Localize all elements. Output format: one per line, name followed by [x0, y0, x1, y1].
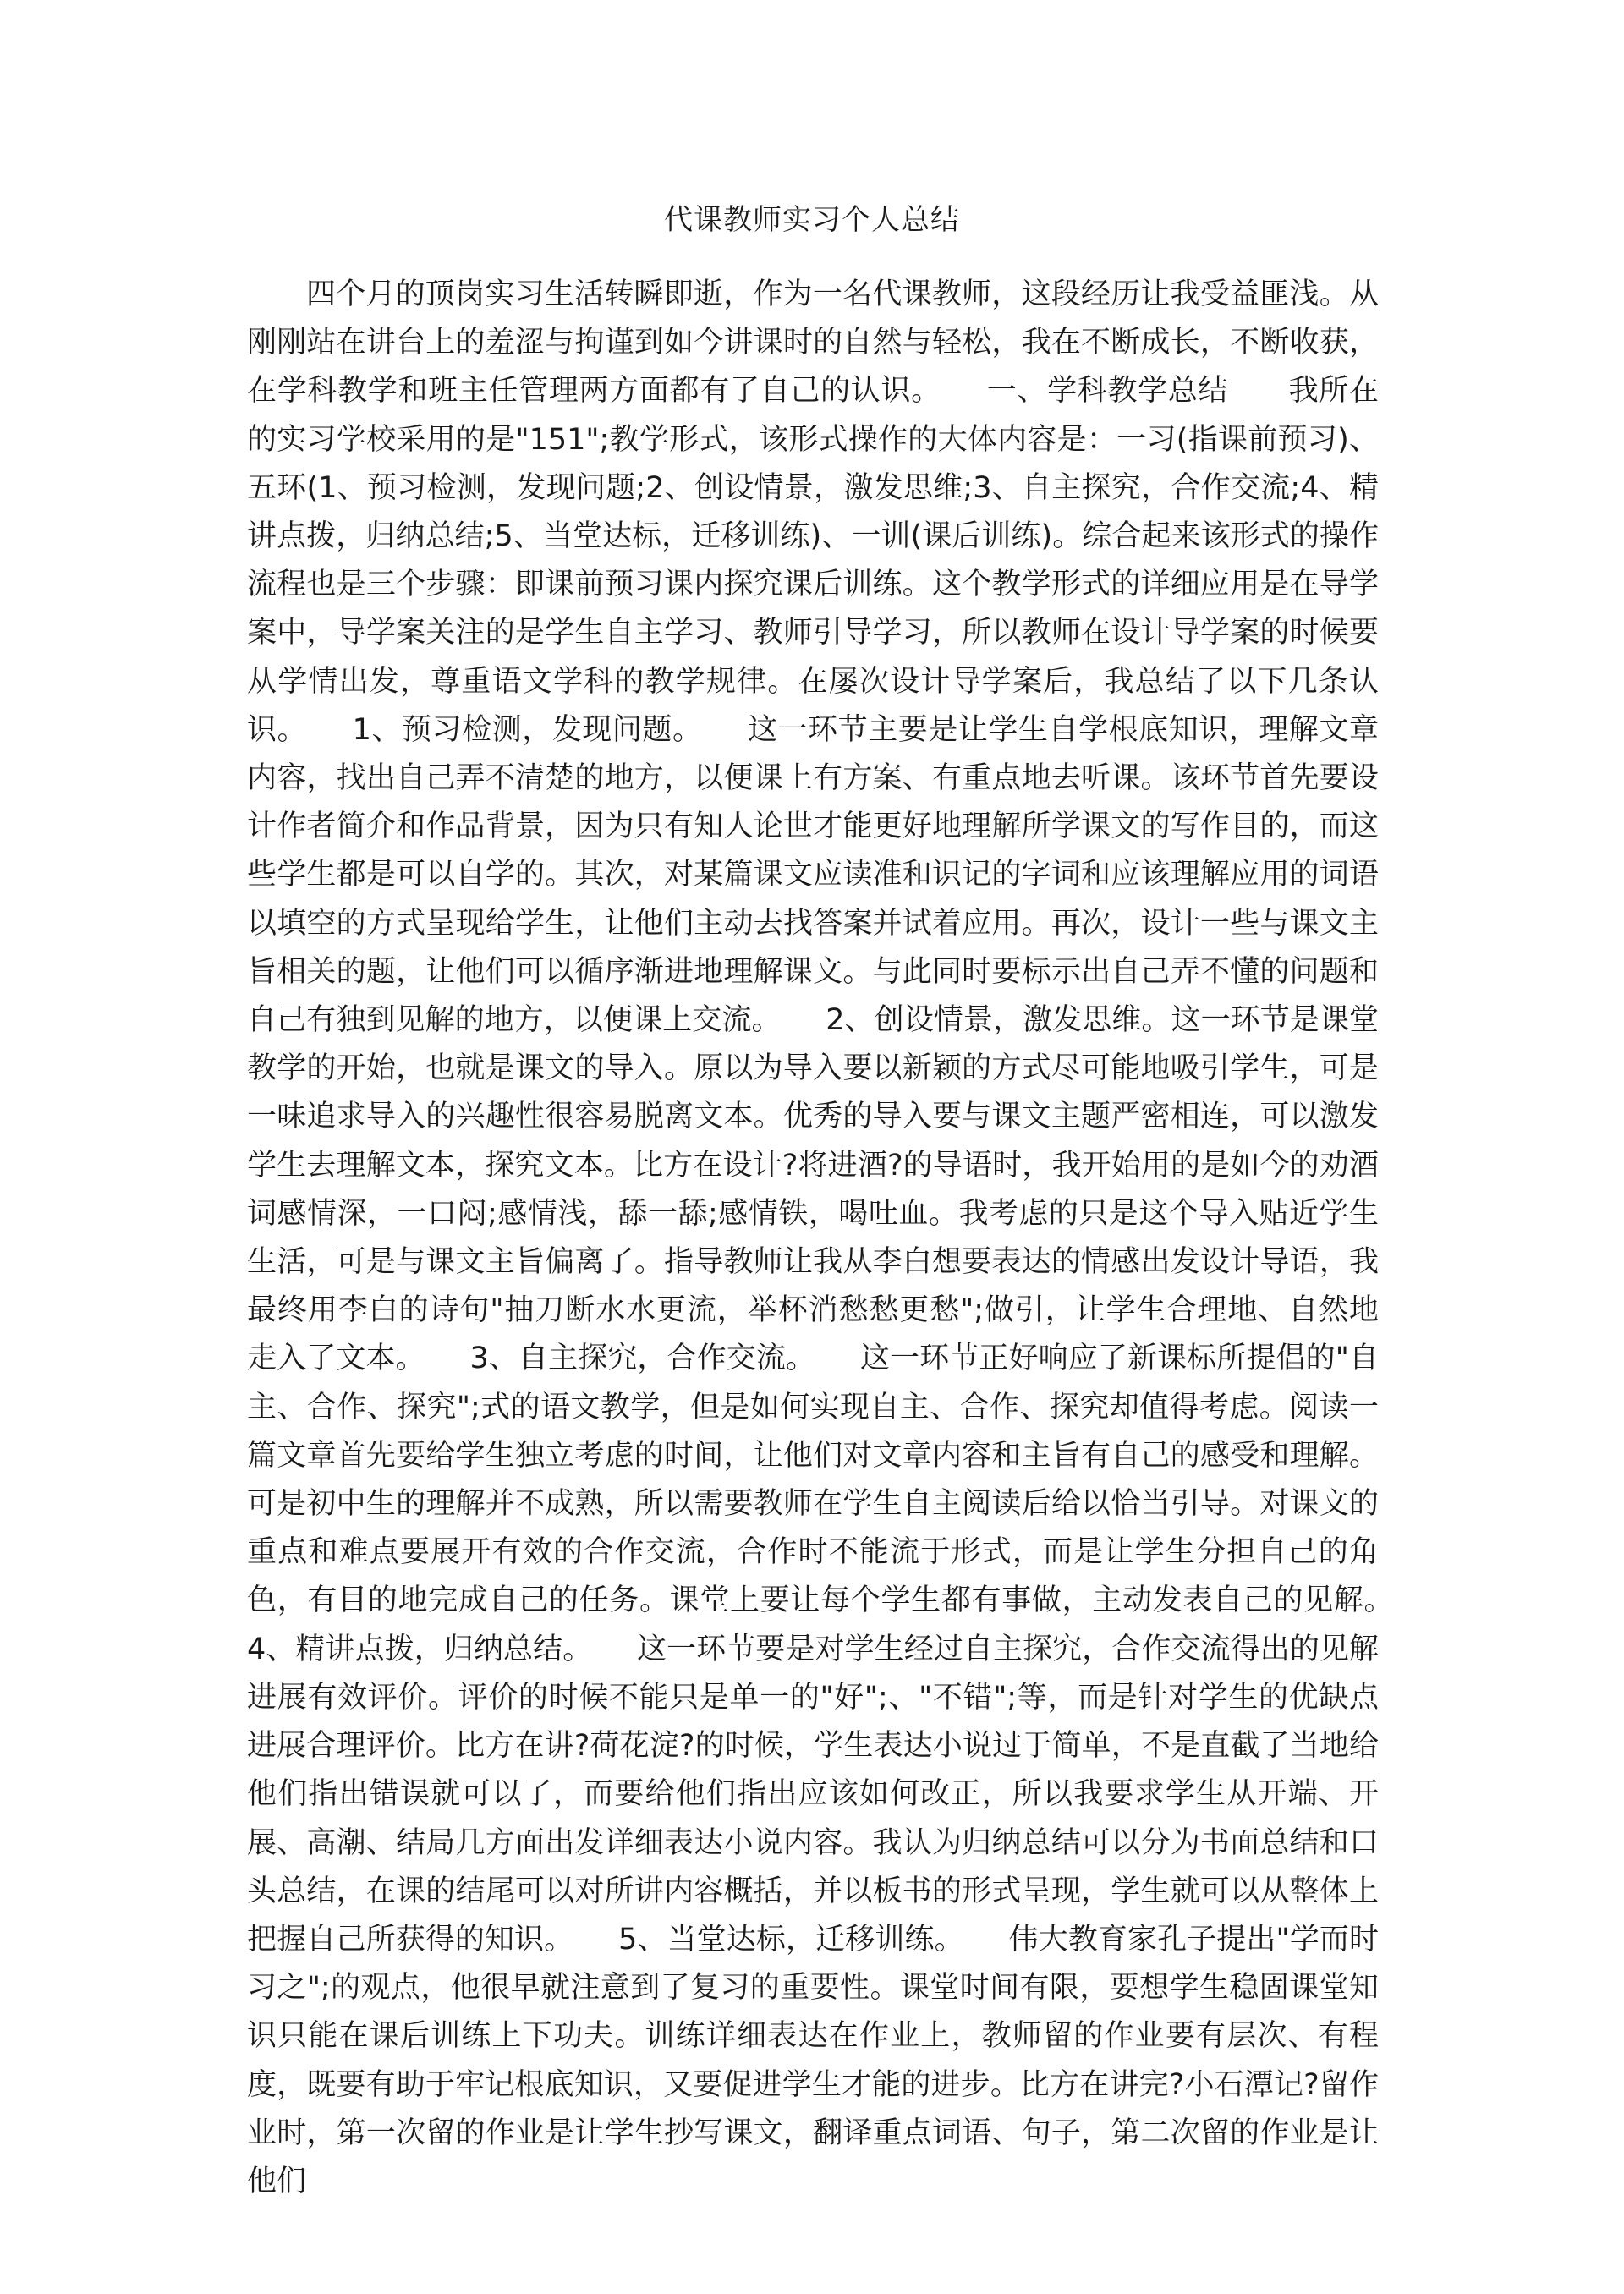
document-title: 代课教师实习个人总结	[664, 203, 960, 237]
document-body: 四个月的顶岗实习生活转瞬即逝，作为一名代课教师，这段经历让我受益匪浅。从刚刚站在讲台上的羞涩与拘谨到如今讲课时的自然与轻松，我在不断成长，不断收获，在学科教学和班主任管理两方面都有了自己的认识。 一、学科教学总结 我所在的实习学校采用的是"151";教学形式，该形式操作的大体内容是：一习(指课前预习)、五环(1、预习检测，发现问题;2、创设情景，激发思维;3、自主探究，合作交流;4、精讲点拨，归纳总结;5、当堂达标，迁移训练)、一训(课后训练)。综合起来该形式的操作流程也是三个步骤：即课前预习课内探究课后训练。这个教学形式的详细应用是在导学案中，导学案关注的是学生自主学习、教师引导学习，所以教师在设计导学案的时候要从学情出发，尊重语文学科的教学规律。在屡次设计导学案后，我总结了以下几条认识。 1、预习检测，发现问题。 这一环节主要是让学生自学根底知识，理解文章内容，找出自己弄不清楚的地方，以便课上有方案、有重点地去听课。该环节首先要设计作者简介和作品背景，因为只有知人论世才能更好地理解所学课文的写作目的，而这些学生都是可以自学的。其次，对某篇课文应读准和识记的字词和应该理解应用的词语以填空的方式呈现给学生，让他们主动去找答案并试着应用。再次，设计一些与课文主旨相关的题，让他们可以循序渐进地理解课文。与此同时要标示出自己弄不懂的问题和自己有独到见解的地方，以便课上交流。 2、创设情景，激发思维。这一环节是课堂教学的开始，也就是课文的导入。原以为导入要以新颖的方式尽可能地吸引学生，可是一味追求导入的兴趣性很容易脱离文本。优秀的导入要与课文主题严密相连，可以激发学生去理解文本，探究文本。比方在设计?将进酒?的导语时，我开始用的是如今的劝酒词感情深，一口闷;感情浅，舔一舔;感情铁，喝吐血。我考虑的只是这个导入贴近学生生活，可是与课文主旨偏离了。指导教师让我从李白想要表达的情感出发设计导语，我最终用李白的诗句"抽刀断水水更流，举杯消愁愁更愁";做引，让学生合理地、自然地走入了文本。 3、自主探究，合作交流。 这一环节正好响应了新课标所提倡的"自主、合作、探究";式的语文教学，但是如何实现自主、合作、探究却值得考虑。阅读一篇文章首先要给学生独立考虑的时间，让他们对文章内容和主旨有自己的感受和理解。可是初中生的理解并不成熟，所以需要教师在学生自主阅读后给以恰当引导。对课文的重点和难点要展开有效的合作交流，合作时不能流于形式，而是让学生分担自己的角色，有目的地完成自己的任务。课堂上要让每个学生都有事做，主动发表自己的见解。 4、精讲点拨，归纳总结。 这一环节要是对学生经过自主探究，合作交流得出的见解进展有效评价。评价的时候不能只是单一的"好";、"不错";等，而是针对学生的优缺点进展合理评价。比方在讲?荷花淀?的时候，学生表达小说过于简单，不是直截了当地给他们指出错误就可以了，而要给他们指出应该如何改正，所以我要求学生从开端、开展、高潮、结局几方面出发详细表达小说内容。我认为归纳总结可以分为书面总结和口头总结，在课的结尾可以对所讲内容概括，并以板书的形式呈现，学生就可以从整体上把握自己所获得的知识。 5、当堂达标，迁移训练。 伟大教育家孔子提出"学而时习之";的观点，他很早就注意到了复习的重要性。课堂时间有限，要想学生稳固课堂知识只能在课后训练上下功夫。训练详细表达在作业上，教师留的作业要有层次、有程度，既要有助于牢记根底知识，又要促进学生才能的进步。比方在讲完?小石潭记?留作业时，第一次留的作业是让学生抄写课文，翻译重点词语、句子，第二次留的作业是让他们	[247, 277, 1439, 2198]
